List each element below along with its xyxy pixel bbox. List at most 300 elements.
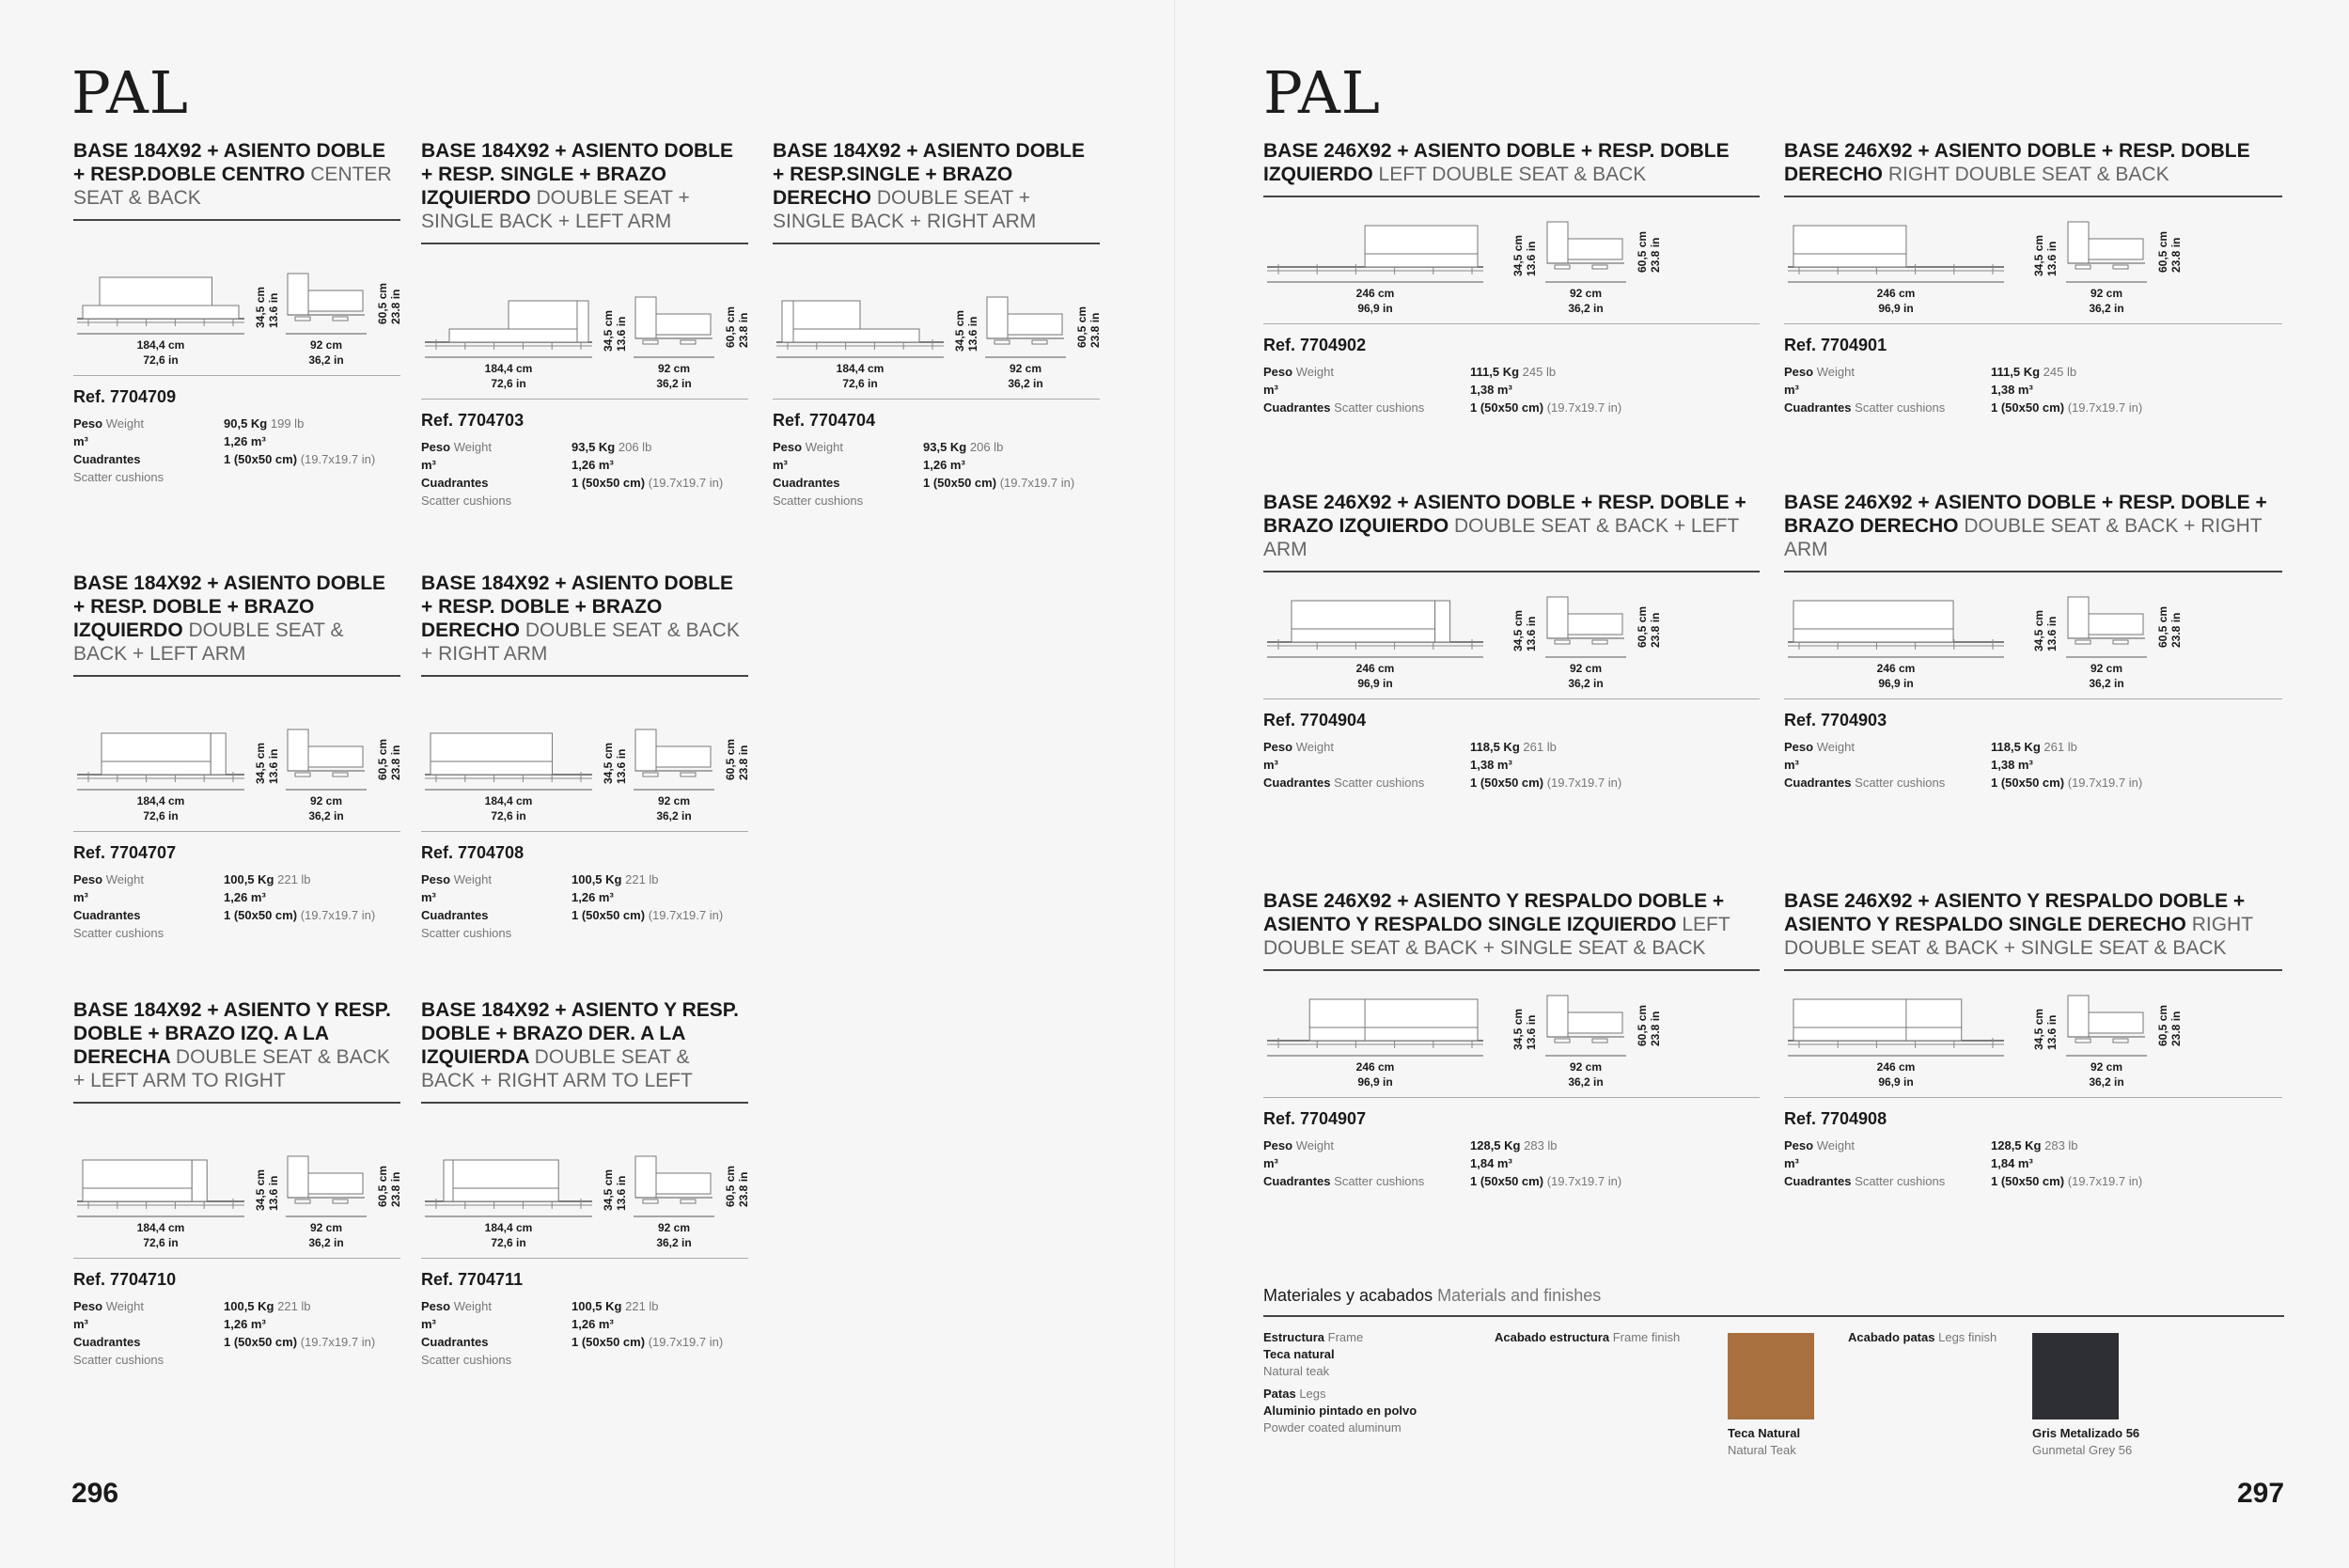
dimension-drawing [421,714,748,825]
cushions-value-en: (19.7x19.7 in) [300,452,376,466]
width-in: 72,6 in [491,377,526,390]
width-cm: 184,4 cm [136,338,185,352]
reference-block [1263,698,1760,792]
width-cm: 184,4 cm [484,362,533,375]
width-cm: 184,4 cm [136,794,185,808]
depth-label [2066,1059,2147,1090]
width-cm: 184,4 cm [136,1221,185,1234]
teak-swatch [1728,1333,1814,1419]
seat-height-label [602,718,634,784]
seat-height-cm: 34,5 cm [602,309,615,352]
depth-cm: 92 cm [2090,662,2123,675]
width-label [77,1220,244,1250]
back-height-cm: 60,5 cm [2156,230,2169,273]
width-label [1267,661,1483,691]
seat-height-in: 13.6 in [2045,616,2059,651]
seat-height-cm: 34,5 cm [1511,1008,1525,1050]
sofa-side-view [1547,222,1624,269]
frame-label-en: Frame [1327,1330,1364,1344]
weight-label-en: Weight [105,1299,144,1313]
depth-in: 36,2 in [308,353,344,367]
weight-label: Peso [421,872,451,886]
cushions-value-en: (19.7x19.7 in) [2067,400,2143,415]
dimension-drawing [421,1141,748,1252]
seat-height-cm: 34,5 cm [1511,609,1525,651]
back-height-label [376,259,408,324]
volume-value: 1,26 m³ [923,458,965,472]
width-cm: 184,4 cm [484,794,533,808]
dimension-drawing [773,282,1100,393]
volume-value: 1,26 m³ [224,1317,266,1331]
title-es: BASE 184X92 + ASIENTO DOBLE + RESP. DOBLE + BRAZO IZQUIERDO [73,572,386,641]
weight-label-en: Weight [1816,365,1855,379]
weight-label: Peso [773,440,803,454]
product-title [73,572,400,677]
sofa-side-view [2068,597,2145,644]
back-height-cm: 60,5 cm [724,738,737,780]
product-title [1263,139,1760,197]
legs-value: Aluminio pintado en polvo [1263,1403,1417,1418]
volume-value: 1,26 m³ [572,890,614,904]
width-cm: 246 cm [1876,1060,1916,1074]
weight-value: 128,5 Kg [1991,1138,2042,1152]
title-en: DOUBLE SEAT & BACK + LEFT ARM [73,619,344,665]
dimension-drawing [1784,207,2282,318]
depth-label [985,361,1066,391]
dimension-drawing [1263,207,1760,318]
seat-height-cm: 34,5 cm [602,1168,615,1211]
product-title [1784,139,2282,197]
cushions-value-en: (19.7x19.7 in) [1546,400,1622,415]
reference-code: Ref. 7704709 [73,387,177,406]
reference-block [421,831,748,942]
depth-cm: 92 cm [309,1221,343,1234]
volume-value: 1,26 m³ [572,458,614,472]
volume-label: m³ [1263,383,1278,397]
seat-height-label [953,286,985,352]
cushions-label: Cuadrantes [73,1335,141,1349]
title-en: DOUBLE SEAT + SINGLE BACK + RIGHT ARM [773,187,1037,232]
reference-block [421,1258,748,1369]
cushions-label-en: Scatter cushions [73,926,164,940]
cushions-label-en: Scatter cushions [73,470,164,484]
product-card [421,139,748,510]
legs-value-en: Powder coated aluminum [1263,1420,1402,1435]
weight-label: Peso [73,1299,103,1313]
dimension-drawing [1784,582,2282,693]
product-card [1263,491,1760,792]
product-title [1263,491,1760,572]
back-height-label [724,282,756,348]
legs-finish-label [1848,1329,2055,1346]
width-label [1267,286,1483,316]
volume-value: 1,84 m³ [1470,1156,1512,1170]
frame-finish-label [1495,1329,1720,1346]
weight-label-en: Weight [1816,740,1855,754]
depth-in: 36,2 in [1568,302,1604,315]
product-card [421,998,748,1369]
depth-in: 36,2 in [656,1236,692,1249]
weight-value-en: 221 lb [625,1299,659,1313]
seat-height-label [2032,984,2064,1050]
back-height-cm: 60,5 cm [1636,1004,1649,1046]
width-cm: 184,4 cm [836,362,885,375]
product-title [421,139,748,244]
weight-label: Peso [1263,740,1293,754]
title-en: LEFT DOUBLE SEAT & BACK [1378,164,1647,185]
back-height-in: 23.8 in [389,745,402,780]
width-cm: 246 cm [1355,662,1395,675]
cushions-value-en: (19.7x19.7 in) [648,908,724,922]
brand-title: PAL [1263,58,1381,127]
cushions-label: Cuadrantes [1784,1174,1852,1188]
depth-cm: 92 cm [309,794,343,808]
seat-height-label [602,286,634,352]
dimension-drawing [1263,582,1760,693]
width-in: 72,6 in [842,377,878,390]
depth-cm: 92 cm [1569,1060,1603,1074]
seat-height-in: 13.6 in [966,316,979,352]
depth-cm: 92 cm [1009,362,1042,375]
cushions-value: 1 (50x50 cm) [224,452,298,466]
back-height-label [1636,207,1668,273]
volume-label: m³ [421,890,436,904]
back-height-in: 23.8 in [1088,312,1102,348]
frame-finish-en: Frame finish [1612,1330,1681,1344]
legs-label: Patas [1263,1387,1296,1401]
materials-col-structure [1263,1329,1480,1436]
cushions-label: Cuadrantes [773,476,840,490]
back-height-in: 23.8 in [2169,1011,2183,1046]
back-height-cm: 60,5 cm [376,282,389,324]
title-en: DOUBLE SEAT & BACK + RIGHT ARM TO LEFT [421,1046,693,1091]
cushions-label-en: Scatter cushions [1334,1174,1425,1188]
weight-value-en: 221 lb [277,1299,311,1313]
back-height-label [1075,282,1107,348]
depth-in: 36,2 in [308,1236,344,1249]
volume-label: m³ [1784,383,1799,397]
dimension-drawing [73,259,400,369]
swatch1-name: Teca Natural [1728,1426,1801,1440]
depth-cm: 92 cm [309,338,343,352]
weight-value: 118,5 Kg [1991,740,2041,754]
seat-height-cm: 34,5 cm [2032,1008,2045,1050]
title-en: RIGHT DOUBLE SEAT & BACK + SINGLE SEAT & BACK [1784,914,2253,959]
width-cm: 246 cm [1355,1060,1395,1074]
weight-label: Peso [421,1299,451,1313]
weight-label: Peso [421,440,451,454]
sofa-side-view [635,729,713,776]
width-cm: 184,4 cm [484,1221,533,1234]
weight-label-en: Weight [1295,1138,1334,1152]
seat-height-in: 13.6 in [615,1175,628,1211]
depth-in: 36,2 in [1568,677,1604,690]
width-label [1788,1059,2004,1090]
weight-label-en: Weight [453,1299,492,1313]
spec-table [1263,363,1760,416]
weight-value-en: 245 lb [2043,365,2077,379]
cushions-value-en: (19.7x19.7 in) [2067,776,2143,790]
sofa-side-view [635,297,713,344]
legs-finish-es: Acabado patas [1848,1330,1935,1344]
dimension-drawing [421,282,748,393]
product-title [73,139,400,221]
volume-label: m³ [421,1317,436,1331]
volume-value: 1,38 m³ [1991,758,2033,772]
cushions-label-en: Scatter cushions [421,926,512,940]
weight-value: 100,5 Kg [572,872,622,886]
seat-height-in: 13.6 in [267,1175,280,1211]
weight-value-en: 206 lb [618,440,652,454]
reference-block [421,399,748,510]
title-es: BASE 184X92 + ASIENTO DOBLE + RESP. SINGLE + BRAZO IZQUIERDO [421,140,734,209]
cushions-value-en: (19.7x19.7 in) [2067,1174,2143,1188]
reference-block [1263,323,1760,416]
back-height-in: 23.8 in [389,1171,402,1207]
depth-in: 36,2 in [1008,377,1043,390]
weight-value-en: 245 lb [1522,365,1557,379]
gunmetal-swatch [2032,1333,2119,1419]
product-title [421,998,748,1104]
depth-cm: 92 cm [1569,662,1603,675]
back-height-cm: 60,5 cm [1636,230,1649,273]
cushions-label: Cuadrantes [1263,400,1331,415]
width-cm: 246 cm [1876,287,1916,300]
product-card [773,139,1100,510]
cushions-label: Cuadrantes [73,452,141,466]
width-in: 96,9 in [1878,677,1914,690]
reference-block [73,375,400,486]
weight-label: Peso [1784,1138,1814,1152]
reference-block [1784,323,2282,416]
sofa-side-view [288,1156,365,1203]
reference-code: Ref. 7704903 [1784,711,1887,729]
back-height-in: 23.8 in [2169,612,2183,648]
back-height-cm: 60,5 cm [2156,605,2169,648]
cushions-value-en: (19.7x19.7 in) [300,908,376,922]
seat-height-label [2032,211,2064,276]
product-title [421,572,748,677]
cushions-label-en: Scatter cushions [1855,1174,1946,1188]
dimension-drawing [73,714,400,825]
depth-label [634,361,714,391]
width-label [776,361,944,391]
spec-table [773,438,1100,510]
width-in: 96,9 in [1878,1075,1914,1089]
reference-block [73,1258,400,1369]
back-height-label [2156,980,2188,1046]
title-en: LEFT DOUBLE SEAT & BACK + SINGLE SEAT & BACK [1263,914,1730,959]
reference-code: Ref. 7704902 [1263,336,1367,354]
reference-block [73,831,400,942]
product-title [1784,491,2282,572]
width-cm: 246 cm [1355,287,1395,300]
reference-code: Ref. 7704710 [73,1270,177,1289]
weight-value-en: 206 lb [969,440,1004,454]
materials-heading [1263,1286,2284,1317]
depth-cm: 92 cm [2090,1060,2123,1074]
title-en: DOUBLE SEAT + SINGLE BACK + LEFT ARM [421,187,690,232]
sofa-side-view [1547,597,1624,644]
volume-value: 1,26 m³ [224,434,266,448]
back-height-cm: 60,5 cm [1636,605,1649,648]
depth-label [286,1220,367,1250]
spec-table [73,1297,400,1369]
depth-in: 36,2 in [308,809,344,823]
seat-height-cm: 34,5 cm [254,742,267,784]
product-card [1263,139,1760,416]
weight-value-en: 261 lb [2044,740,2077,754]
reference-block [1784,1097,2282,1190]
reference-code: Ref. 7704901 [1784,336,1887,354]
back-height-in: 23.8 in [737,1171,750,1207]
seat-height-cm: 34,5 cm [953,309,966,352]
volume-label: m³ [73,434,88,448]
seat-height-cm: 34,5 cm [254,286,267,328]
product-title [1263,889,1760,971]
title-en: RIGHT DOUBLE SEAT & BACK [1887,164,2169,185]
product-card [73,139,400,486]
width-label [1788,661,2004,691]
product-card [1784,139,2282,416]
back-height-cm: 60,5 cm [376,1165,389,1207]
seat-height-cm: 34,5 cm [602,742,615,784]
title-es: BASE 184X92 + ASIENTO DOBLE + RESP.SINGLE + BRAZO DERECHO [773,140,1086,209]
back-height-label [2156,582,2188,648]
depth-cm: 92 cm [657,1221,691,1234]
product-title [773,139,1100,244]
back-height-label [376,714,408,780]
cushions-value: 1 (50x50 cm) [1470,1174,1544,1188]
reference-code: Ref. 7704703 [421,411,525,430]
spec-table [73,415,400,486]
depth-label [286,793,367,823]
product-card [73,572,400,942]
weight-value-en: 261 lb [1523,740,1557,754]
weight-value: 100,5 Kg [224,872,274,886]
weight-label-en: Weight [105,872,144,886]
cushions-label: Cuadrantes [1784,776,1852,790]
weight-label: Peso [1263,365,1293,379]
volume-value: 1,26 m³ [572,1317,614,1331]
weight-value-en: 221 lb [625,872,659,886]
spec-table [1263,1137,1760,1190]
depth-label [1545,661,1626,691]
sofa-side-view [987,297,1064,344]
depth-in: 36,2 in [656,377,692,390]
back-height-in: 23.8 in [737,745,750,780]
weight-label-en: Weight [805,440,843,454]
title-es: BASE 246X92 + ASIENTO DOBLE + RESP. DOBLE DERECHO [1784,140,2250,185]
product-card [1784,491,2282,792]
volume-value: 1,38 m³ [1470,383,1512,397]
product-title [1784,889,2282,971]
weight-value: 111,5 Kg [1991,365,2041,379]
title-es: BASE 246X92 + ASIENTO DOBLE + RESP. DOBLE + BRAZO IZQUIERDO [1263,492,1746,537]
back-height-in: 23.8 in [1649,237,1662,273]
legs-label-en: Legs [1299,1387,1326,1401]
reference-code: Ref. 7704908 [1784,1109,1887,1128]
seat-height-label [254,718,286,784]
cushions-value-en: (19.7x19.7 in) [1546,776,1622,790]
depth-label [286,337,367,368]
weight-label: Peso [1784,740,1814,754]
swatch1-name-en: Natural Teak [1728,1443,1796,1457]
cushions-label: Cuadrantes [1784,400,1852,415]
cushions-label: Cuadrantes [1263,776,1331,790]
weight-value: 93,5 Kg [923,440,967,454]
cushions-label-en: Scatter cushions [421,494,512,508]
seat-height-cm: 34,5 cm [1511,234,1525,276]
weight-label: Peso [73,416,103,431]
spec-table [421,870,748,942]
materials-heading-es: Materiales y acabados [1263,1286,1433,1305]
seat-height-in: 13.6 in [267,748,280,784]
depth-in: 36,2 in [2089,302,2124,315]
volume-value: 1,38 m³ [1470,758,1512,772]
dimension-drawing [73,1141,400,1252]
back-height-in: 23.8 in [389,289,402,324]
volume-label: m³ [1263,1156,1278,1170]
weight-value-en: 221 lb [277,872,311,886]
spec-table [1784,363,2282,416]
reference-block [773,399,1100,510]
width-in: 72,6 in [143,1236,179,1249]
seat-height-in: 13.6 in [1525,241,1538,276]
weight-value: 93,5 Kg [572,440,616,454]
reference-block [1263,1097,1760,1190]
cushions-value: 1 (50x50 cm) [1991,400,2065,415]
frame-label: Estructura [1263,1330,1325,1344]
back-height-label [1636,980,1668,1046]
back-height-in: 23.8 in [2169,237,2183,273]
title-en: CENTER SEAT & BACK [73,164,392,209]
depth-label [1545,1059,1626,1090]
volume-value: 1,84 m³ [1991,1156,2033,1170]
weight-label: Peso [1784,365,1814,379]
title-es: BASE 246X92 + ASIENTO Y RESPALDO DOBLE + ASIENTO Y RESPALDO SINGLE IZQUIERDO [1263,890,1725,935]
depth-in: 36,2 in [656,809,692,823]
weight-value-en: 283 lb [2044,1138,2078,1152]
frame-value: Teca natural [1263,1347,1335,1361]
weight-label-en: Weight [453,440,492,454]
reference-code: Ref. 7704704 [773,411,876,430]
seat-height-label [1511,586,1543,651]
cushions-label: Cuadrantes [73,908,141,922]
cushions-label-en: Scatter cushions [421,1353,512,1367]
cushions-value: 1 (50x50 cm) [224,908,298,922]
cushions-value: 1 (50x50 cm) [1470,400,1544,415]
width-in: 72,6 in [491,809,526,823]
cushions-label-en: Scatter cushions [1334,776,1425,790]
seat-height-in: 13.6 in [1525,1014,1538,1050]
teak-swatch-caption [1728,1425,1859,1459]
title-en: DOUBLE SEAT & BACK + LEFT ARM [1263,515,1739,560]
cushions-value: 1 (50x50 cm) [1470,776,1544,790]
volume-label: m³ [1784,1156,1799,1170]
title-en: DOUBLE SEAT & BACK + LEFT ARM TO RIGHT [73,1046,390,1091]
reference-code: Ref. 7704904 [1263,711,1367,729]
weight-label-en: Weight [1816,1138,1855,1152]
cushions-value: 1 (50x50 cm) [1991,776,2065,790]
volume-label: m³ [1263,758,1278,772]
weight-value: 100,5 Kg [224,1299,274,1313]
product-title [73,998,400,1104]
depth-cm: 92 cm [657,794,691,808]
weight-value-en: 199 lb [270,416,305,431]
sofa-side-view [2068,996,2145,1043]
back-height-in: 23.8 in [1649,612,1662,648]
